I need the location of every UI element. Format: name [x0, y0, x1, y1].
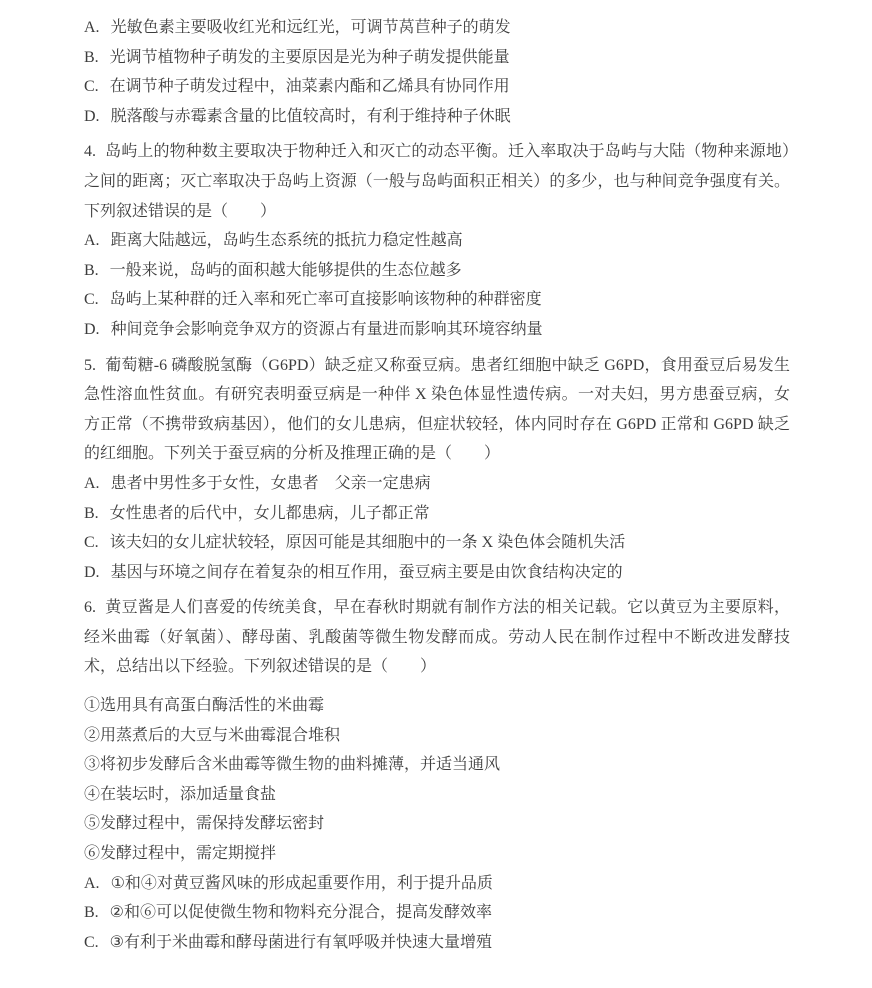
option-row	[84, 43, 790, 73]
question-5	[84, 351, 790, 588]
option-label: C.	[84, 933, 99, 951]
option-row	[84, 13, 790, 43]
question-stem-text: 黄豆酱是人们喜爱的传统美食，早在春秋时期就有制作方法的相关记载。它以黄豆为主要原料，经米曲霉（好氧菌）、酵母菌、乳酸菌等微生物发酵而成。劳动人民在制作过程中不断改进发酵技术，总结出以下经验。下列叙述错误的是（ ）	[84, 599, 790, 676]
question-stem-text: 葡萄糖-6 磷酸脱氢酶（G6PD）缺乏症又称蚕豆病。患者红细胞中缺乏 G6PD，食用蚕豆后易发生急性溶血性贫血。有研究表明蚕豆病是一种伴 X 染色体显性遗传病。一对夫妇，男方患蚕豆病，女方正常（不携带致病基因），他们的女儿患病，但症状较轻，体内同时存在 G6PD 正常和 G6PD 缺乏的红细胞。下列关于蚕豆病的分析及推理正确的是（ ）	[84, 356, 790, 463]
option-text: 女性患者的后代中，女儿都患病，儿子都正常	[109, 504, 430, 522]
option-text: 光敏色素主要吸收红光和远红光，可调节莴苣种子的萌发	[110, 19, 511, 36]
option-row	[84, 898, 790, 928]
numbered-item: ②用蒸煮后的大豆与米曲霉混合堆积	[84, 726, 341, 744]
option-text: 一般来说，岛屿的面积越大能够提供的生态位越多	[109, 261, 462, 279]
option-label: B.	[84, 261, 99, 279]
option-row	[84, 869, 790, 899]
option-label: D.	[84, 563, 100, 581]
numbered-item: ④在装坛时，添加适量食盐	[84, 785, 277, 803]
question-4	[84, 137, 790, 344]
option-label: D.	[84, 320, 100, 338]
option-label: A.	[84, 874, 100, 892]
option-text: ③有利于米曲霉和酵母菌进行有氧呼吸并快速大量增殖	[109, 933, 493, 951]
option-row	[84, 102, 790, 132]
question-stem-text: 岛屿上的物种数主要取决于物种迁入和灭亡的动态平衡。迁入率取决于岛屿与大陆（物种来源地）之间的距离；灭亡率取决于岛屿上资源（一般与岛屿面积正相关）的多少，也与种间竞争强度有关。下列叙述错误的是（ ）	[84, 143, 790, 220]
question-stem	[84, 351, 790, 469]
question-number: 4.	[84, 143, 96, 161]
option-label: C.	[84, 534, 99, 552]
option-row	[84, 315, 790, 345]
option-row	[84, 469, 790, 499]
option-text: 患者中男性多于女性，女患者 父亲一定患病	[110, 474, 431, 492]
option-row	[84, 928, 790, 958]
option-row	[84, 226, 790, 256]
option-row	[84, 72, 790, 102]
option-label: C.	[84, 78, 99, 96]
option-row	[84, 285, 790, 315]
question-6	[84, 593, 790, 957]
question-numbered-items	[84, 691, 790, 869]
option-text: ②和⑥可以促使微生物和物料充分混合，提高发酵效率	[109, 904, 493, 922]
option-text: 脱落酸与赤霉素含量的比值较高时，有利于维持种子休眠	[110, 107, 511, 125]
option-text: 在调节种子萌发过程中，油菜素内酯和乙烯具有协同作用	[109, 78, 510, 96]
question-stem	[84, 137, 790, 226]
numbered-item: ⑤发酵过程中，需保持发酵坛密封	[84, 815, 325, 833]
option-label: D.	[84, 107, 100, 125]
question-number: 5.	[84, 356, 96, 374]
option-text: 岛屿上某种群的迁入率和死亡率可直接影响该物种的种群密度	[109, 291, 542, 309]
question-stem	[84, 593, 790, 682]
question-number: 6.	[84, 599, 96, 617]
question-3-options	[84, 13, 790, 131]
option-text: 距离大陆越远，岛屿生态系统的抵抗力稳定性越高	[110, 232, 463, 250]
option-label: A.	[84, 232, 100, 250]
option-text: 光调节植物种子萌发的主要原因是光为种子萌发提供能量	[109, 48, 510, 66]
option-text: 该夫妇的女儿症状较轻，原因可能是其细胞中的一条 X 染色体会随机失活	[109, 534, 626, 552]
option-label: B.	[84, 904, 99, 922]
numbered-item: ①选用具有高蛋白酶活性的米曲霉	[84, 697, 325, 715]
numbered-item: ③将初步发酵后含米曲霉等微生物的曲料摊薄，并适当通风	[84, 756, 501, 774]
option-label: B.	[84, 504, 99, 522]
option-text: 种间竞争会影响竞争双方的资源占有量进而影响其环境容纳量	[110, 320, 543, 338]
option-label: A.	[84, 474, 100, 492]
option-row	[84, 256, 790, 286]
option-text: 基因与环境之间存在着复杂的相互作用，蚕豆病主要是由饮食结构决定的	[110, 563, 623, 581]
option-row	[84, 499, 790, 529]
option-row	[84, 528, 790, 558]
option-text: ①和④对黄豆酱风味的形成起重要作用，利于提升品质	[110, 874, 493, 892]
option-label: A.	[84, 19, 100, 36]
option-label: C.	[84, 291, 99, 309]
option-label: B.	[84, 48, 99, 66]
numbered-item: ⑥发酵过程中，需定期搅拌	[84, 845, 277, 863]
option-row	[84, 558, 790, 588]
